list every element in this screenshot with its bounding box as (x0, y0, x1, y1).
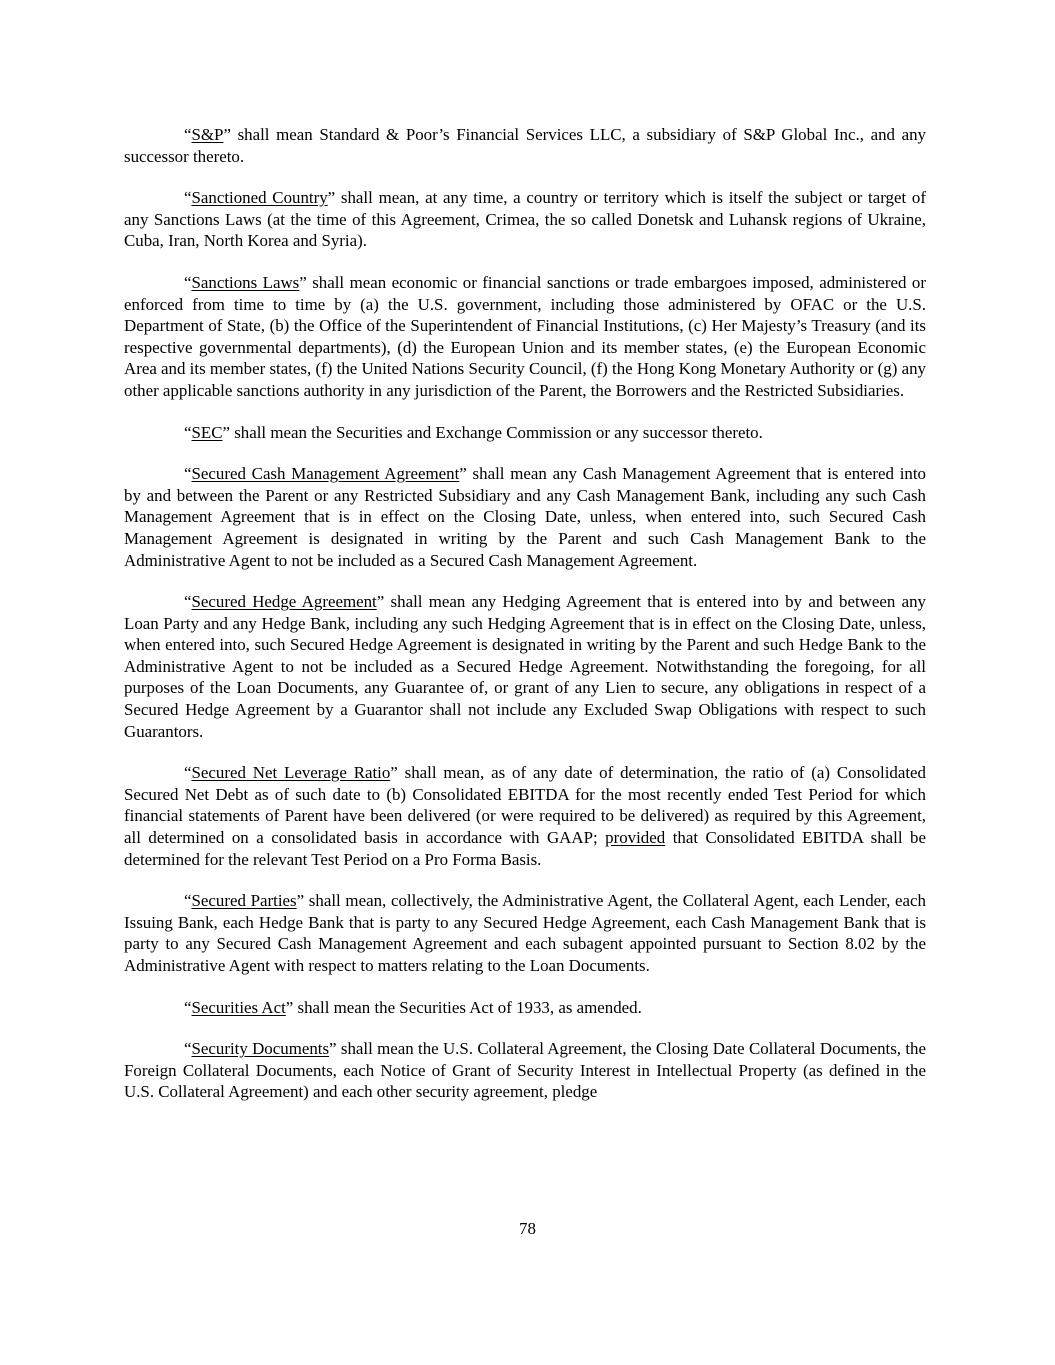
defined-term: Secured Cash Management Agreement (191, 464, 460, 484)
definition-text: ” shall mean economic or financial sanctions or trade embargoes imposed, administered or enforced from time to time by (a) the U.S. government, including those administered by OFAC or the U.S. Department of State, (b) the Office of the Superintendent of Financial Institutions, (c) Her Majesty’s Treasury (and its respective governmental departments), (d) the European Union and its member states, (e) the European Economic Area and its member states, (f) the United Nations Security Council, (f) the Hong Kong Monetary Authority or (g) any other applicable sanctions authority in any jurisdiction of the Parent, the Borrowers and the Restricted Subsidiaries. (124, 272, 926, 400)
definition-text: ” shall mean the U.S. Collateral Agreement, the Closing Date Collateral Documents, the Foreign Collateral Documents, each Notice of Grant of Security Interest in Intellectual Property (as defined in the U.S. Collateral Agreement) and each other security agreement, pledge (124, 1039, 926, 1102)
defined-term: Sanctions Laws (191, 272, 300, 292)
definition-text: ” shall mean, at any time, a country or territory which is itself the subject or target of any Sanctions Laws (at the time of this Agreement, Crimea, the so called Donetsk and Luhansk regions of Ukraine, Cuba, Iran, North Korea and Syria). (124, 188, 926, 251)
definition-secured-net-leverage-ratio (124, 762, 926, 870)
definition-text-continued: that Consolidated EBITDA shall be determined for the relevant Test Period on a Pro Forma Basis. (124, 828, 926, 869)
open-quote: “ (184, 763, 192, 783)
open-quote: “ (184, 188, 192, 208)
open-quote: “ (184, 1039, 192, 1059)
open-quote: “ (184, 422, 192, 442)
definition-secured-hedge-agreement (124, 591, 926, 742)
open-quote: “ (184, 464, 192, 484)
proviso-term: provided (605, 828, 666, 848)
document-page (124, 124, 926, 1123)
defined-term: Secured Parties (191, 891, 297, 911)
definition-text: ” shall mean any Cash Management Agreement that is entered into by and between the Parent or any Restricted Subsidiary and any Cash Management Bank, including any such Cash Management Agreement that is in effect on the Closing Date, unless, when entered into, such Secured Cash Management Agreement is designated in writing by the Parent and such Cash Management Bank to the Administrative Agent to not be included as a Secured Cash Management Agreement. (124, 464, 926, 570)
page-number: 78 (519, 1219, 536, 1238)
open-quote: “ (184, 272, 192, 292)
definition-text: ” shall mean the Securities and Exchange Commission or any successor thereto. (222, 422, 763, 442)
open-quote: “ (184, 997, 192, 1017)
definition-security-documents (124, 1038, 926, 1103)
defined-term: S&P (191, 125, 224, 144)
defined-term: Sanctioned Country (191, 188, 328, 208)
defined-term: SEC (191, 422, 223, 442)
definition-sanctioned-country (124, 187, 926, 252)
defined-term: Secured Net Leverage Ratio (191, 763, 391, 783)
open-quote: “ (184, 125, 192, 144)
open-quote: “ (184, 592, 192, 612)
definition-text: ” shall mean the Securities Act of 1933, as amended. (285, 997, 642, 1017)
defined-term: Securities Act (191, 997, 286, 1017)
definition-text: ” shall mean, collectively, the Administrative Agent, the Collateral Agent, each Lender, each Issuing Bank, each Hedge Bank that is party to any Secured Hedge Agreement, each Cash Management Bank that is party to any Secured Cash Management Agreement and each subagent appointed pursuant to Section 8.02 by the Administrative Agent with respect to matters relating to the Loan Documents. (124, 891, 926, 975)
defined-term: Secured Hedge Agreement (191, 592, 377, 612)
definition-sec (124, 422, 926, 444)
defined-term: Security Documents (191, 1039, 330, 1059)
open-quote: “ (184, 891, 192, 911)
definition-s-and-p (124, 124, 926, 167)
definition-secured-parties (124, 890, 926, 976)
definition-securities-act (124, 997, 926, 1019)
definition-secured-cash-management-agreement (124, 463, 926, 571)
definition-text: ” shall mean, as of any date of determination, the ratio of (a) Consolidated Secured Net Debt as of such date to (b) Consolidated EBITDA for the most recently ended Test Period for which financial statements of Parent have been delivered (or were required to be delivered) as required by this Agreement, all determined on a consolidated basis in accordance with GAAP; (124, 763, 926, 848)
definition-text: ” shall mean Standard & Poor’s Financial Services LLC, a subsidiary of S&P Global Inc., and any successor thereto. (124, 125, 926, 166)
definition-text: ” shall mean any Hedging Agreement that is entered into by and between any Loan Party and any Hedge Bank, including any such Hedging Agreement that is in effect on the Closing Date, unless, when entered into, such Secured Hedge Agreement is designated in writing by the Parent and such Hedge Bank to the Administrative Agent to not be included as a Secured Hedge Agreement. Notwithstanding the foregoing, for all purposes of the Loan Documents, any Guarantee of, or grant of any Lien to secure, any obligations in respect of a Secured Hedge Agreement by a Guarantor shall not include any Excluded Swap Obligations with respect to such Guarantors. (124, 592, 927, 741)
definition-sanctions-laws (124, 272, 926, 402)
